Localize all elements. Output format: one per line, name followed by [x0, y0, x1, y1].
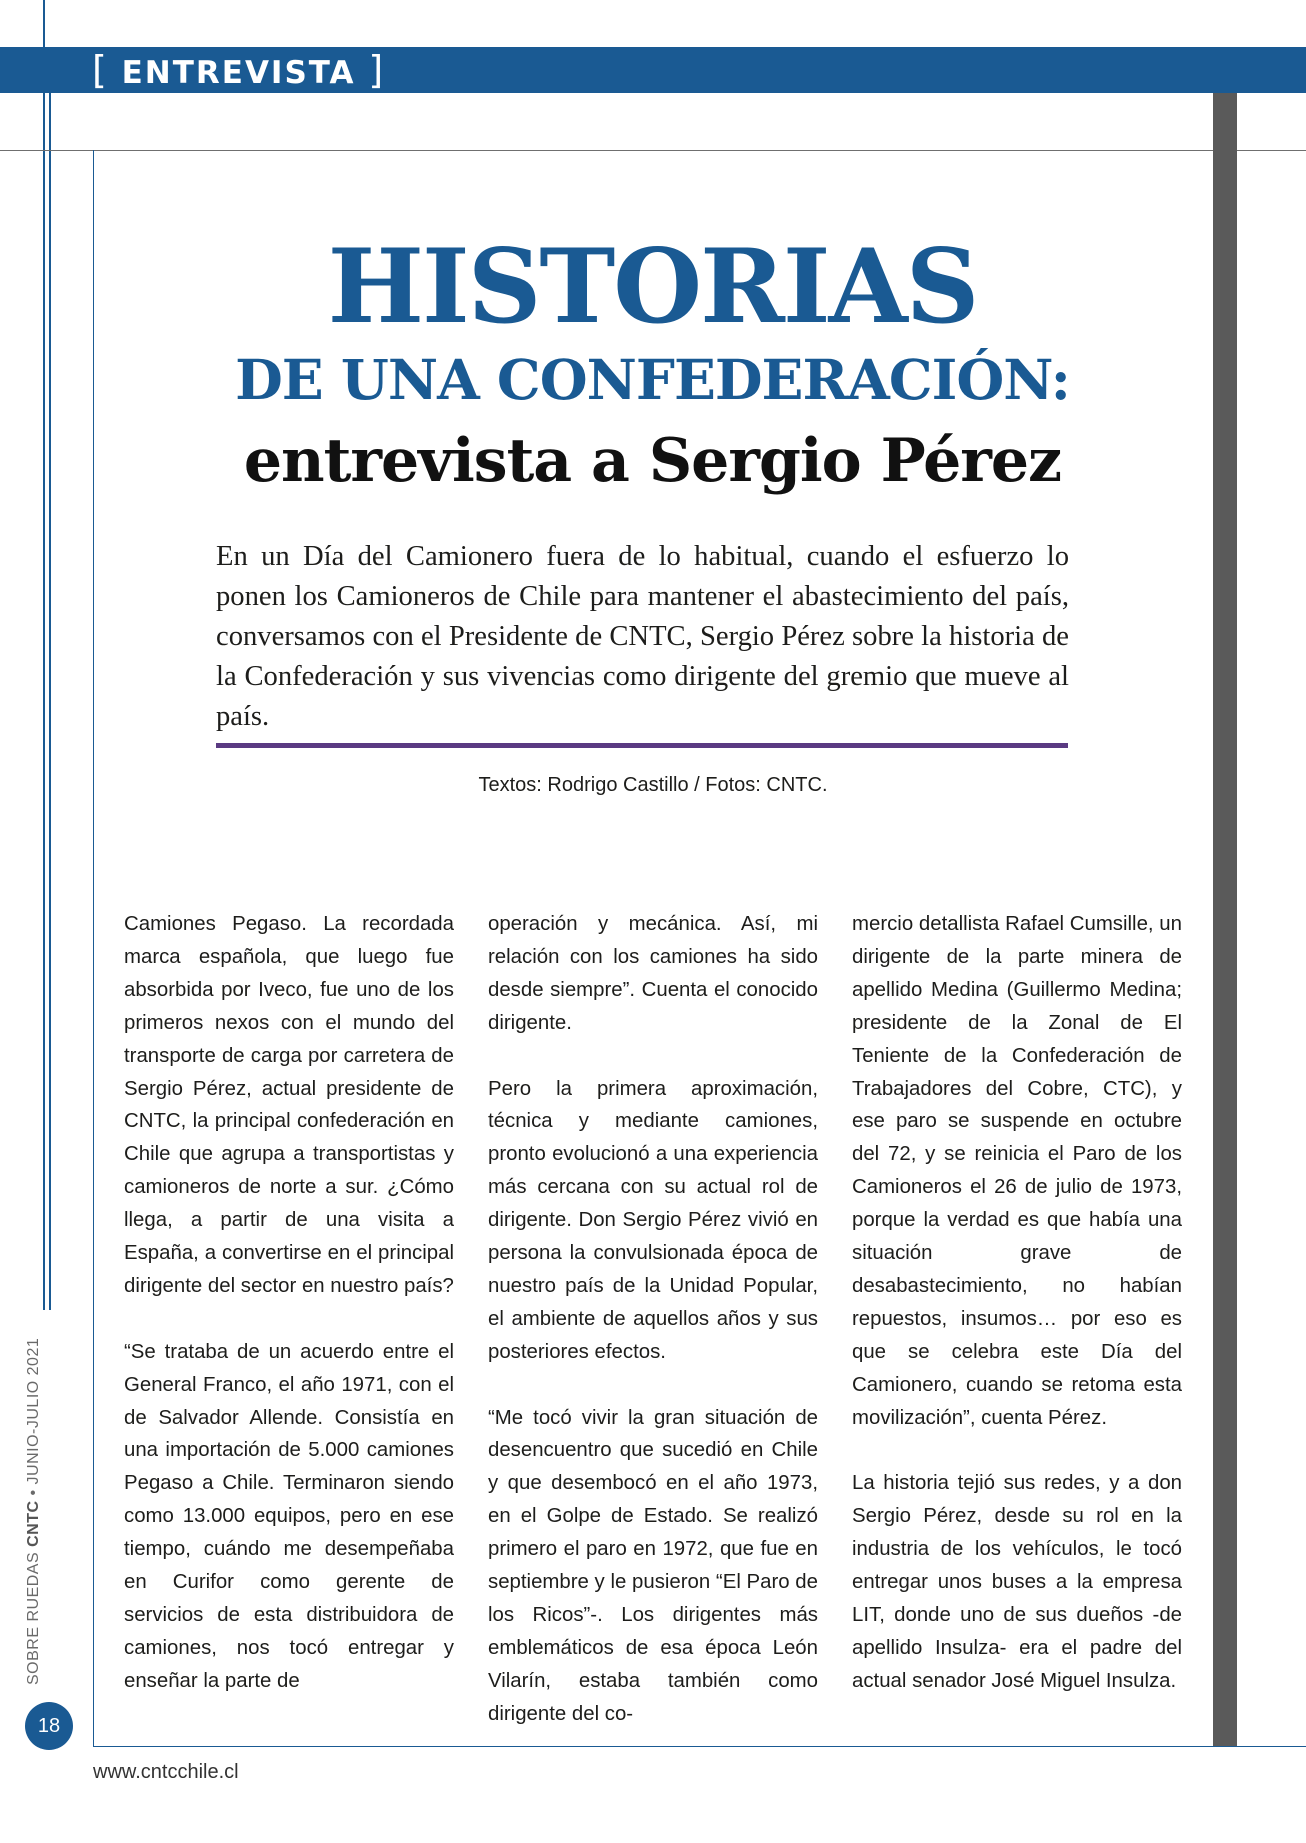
article-credits: Textos: Rodrigo Castillo / Fotos: CNTC.: [478, 774, 828, 796]
magazine-brand: CNTC: [25, 1500, 42, 1547]
article-subtitle: DE UNA CONFEDERACIÓN:: [235, 347, 1070, 412]
issue-date: JUNIO-JULIO 2021: [25, 1337, 42, 1485]
magazine-name: SOBRE RUEDAS: [25, 1551, 42, 1685]
lead-divider: [216, 743, 1068, 748]
header-rule: [0, 150, 1306, 151]
separator-bullet: •: [25, 1489, 42, 1496]
website-link[interactable]: www.cntcchile.cl: [93, 1761, 239, 1783]
side-accent-bar: [1213, 93, 1237, 1746]
body-column-1: [124, 908, 454, 1731]
left-margin-line-outer-lower: [43, 93, 45, 1310]
body-column-3: [852, 908, 1182, 1731]
article-title: HISTORIAS: [327, 227, 978, 347]
page-number-badge: 18: [25, 1702, 73, 1750]
paragraph: operación y mecánica. Así, mi relación con los camiones ha sido desde siempre”. Cuenta el conocido dirigente.: [488, 913, 818, 1034]
paragraph: La historia tejió sus redes, y a don Sergio Pérez, desde su rol en la industria de los vehículos, le tocó entregar unos buses a la empresa LIT, donde uno de sus dueños -de apellido Insulza- era el padre del actual senador José Miguel Insulza.: [852, 1472, 1182, 1692]
section-title: ENTREVISTA: [121, 55, 356, 91]
paragraph: Camiones Pegaso. La recordada marca española, que luego fue absorbida por Iveco, fue uno de los primeros nexos con el mundo del transporte de carga por carretera de Sergio Pérez, actual presidente de CNTC, la principal confederación en Chile que agrupa a transportistas y camioneros de norte a sur. ¿Cómo llega, a partir de una visita a España, a convertirse en el principal dirigente del sector en nuestro país?: [124, 913, 454, 1297]
bracket-close: ]: [368, 48, 386, 92]
paragraph: “Se trataba de un acuerdo entre el General Franco, el año 1971, con el de Salvador Allende. Consistía en una importación de 5.000 camiones Pegaso a Chile. Terminaron siendo como 13.000 equipos, pero en ese tiempo, cuándo me desempeñaba en Curifor como gerente de servicios de esta distribuidora de camiones, nos tocó entregar y enseñar la parte de: [124, 1340, 454, 1692]
article-tagline: entrevista a Sergio Pérez: [243, 426, 1062, 496]
paragraph: “Me tocó vivir la gran situación de desencuentro que sucedió en Chile y que desembocó en el año 1973, en el Golpe de Estado. Se realizó primero el paro en 1972, que fue en septiembre y le pusieron “El Paro de los Ricos”-. Los dirigentes más emblemáticos de esa época León Vilarín, estaba también como dirigente del co-: [488, 1406, 818, 1725]
article-lead: En un Día del Camionero fuera de lo habitual, cuando el esfuerzo lo ponen los Camioneros de Chile para mantener el abastecimiento del país, conversamos con el Presidente de CNTC, Sergio Pérez sobre la historia de la Confederación y sus vivencias como dirigente del gremio que mueve al país.: [216, 541, 1069, 732]
paragraph: mercio detallista Rafael Cumsille, un dirigente de la parte minera de apellido Medina (Guillermo Medina; presidente de la Zonal de El Teniente de la Confederación de Trabajadores del Cobre, CTC), y ese paro se suspende en octubre del 72, y se reinicia el Paro de los Camioneros el 26 de julio de 1973, porque la verdad es que había una situación grave de desabastecimiento, no habían repuestos, insumos… por eso es que se celebra este Día del Camionero, cuando se retoma esta movilización”, cuenta Pérez.: [852, 913, 1182, 1429]
section-label: [92, 47, 385, 93]
bracket-open: [: [92, 48, 109, 92]
left-margin-line-inner: [49, 93, 51, 1310]
magazine-issue-label: [25, 1338, 43, 1685]
left-margin-line-outer: [43, 0, 45, 47]
paragraph: Pero la primera aproximación, técnica y mediante camiones, pronto evolucionó a una experiencia más cercana con su actual rol de dirigente. Don Sergio Pérez vivió en persona la convulsionada época de nuestro país de la Unidad Popular, el ambiente de aquellos años y sus posteriores efectos.: [488, 1077, 818, 1363]
body-column-2: [488, 908, 818, 1764]
content-frame-left: [93, 150, 94, 1746]
